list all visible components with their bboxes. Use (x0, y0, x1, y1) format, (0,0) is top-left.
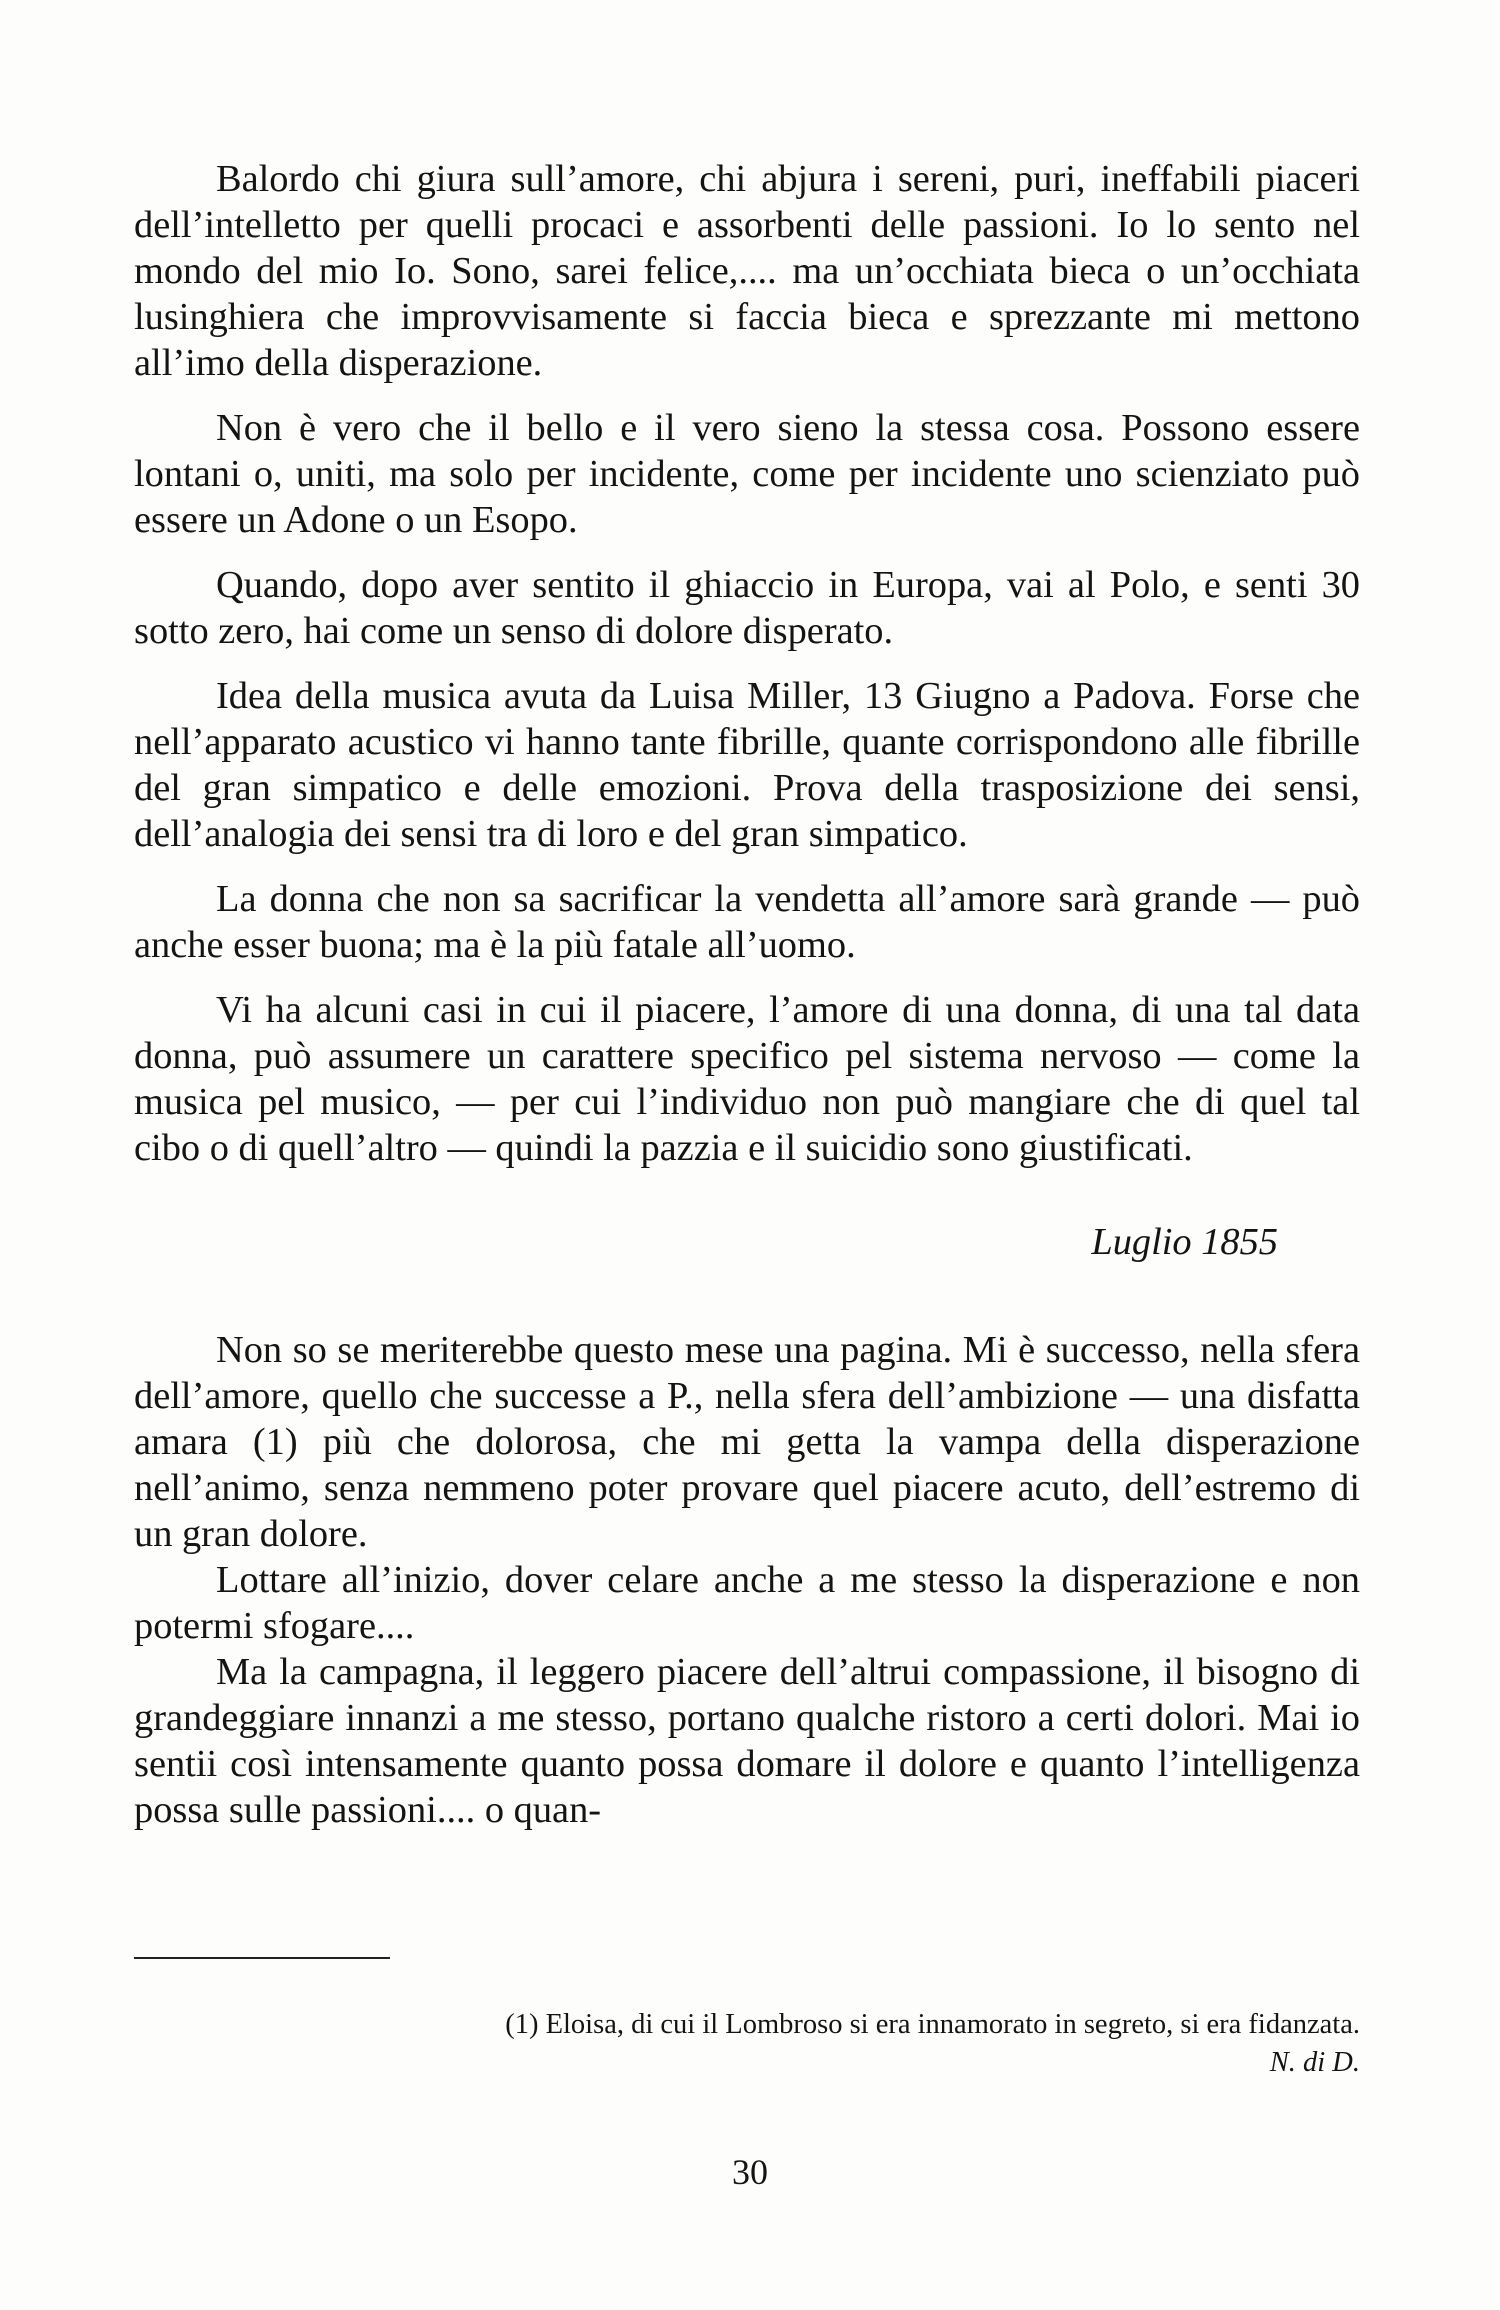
paragraph (134, 1557, 1360, 1649)
paragraph-text: Non so se meriterebbe questo mese una pagina. Mi è successo, nella sfera dell’amore, quello che successe a P., nella sfera dell’ambizione — una disfatta amara (1) più che dolorosa, che mi getta la vampa della disperazione nell’animo, senza nemmeno poter provare quel piacere acuto, dell’estremo di un gran dolore. (134, 1329, 1360, 1555)
paragraph (134, 987, 1360, 1171)
footnote-divider (134, 1957, 390, 1959)
footnote-signature: N. di D. (1269, 2047, 1360, 2078)
footnote (134, 2006, 1360, 2082)
paragraph (134, 405, 1360, 543)
paragraph (134, 876, 1360, 968)
paragraph-text: Idea della musica avuta da Luisa Miller, 13 Giugno a Padova. Forse che nell’apparato acustico vi hanno tante fibrille, quante corrispondono alle fibrille del gran simpatico e delle emozioni. Prova della trasposizione dei sensi, dell’analogia dei sensi tra di loro e del gran simpatico. (134, 675, 1360, 855)
paragraph-text: Balordo chi giura sull’amore, chi abjura i sereni, puri, ineffabili piaceri dell’intelletto per quelli procaci e assorbenti delle passioni. Io lo sento nel mondo del mio Io. Sono, sarei felice,.... ma un’occhiata bieca o un’occhiata lusinghiera che improvvisamente si faccia bieca e sprezzante mi mettono all’imo della disperazione. (134, 158, 1360, 384)
paragraph (134, 1327, 1360, 1557)
date-heading: Luglio 1855 (1091, 1221, 1278, 1263)
paragraph-text: Quando, dopo aver sentito il ghiaccio in Europa, vai al Polo, e senti 30 sotto zero, hai come un senso di dolore disperato. (134, 564, 1360, 652)
paragraph-text: Ma la campagna, il leggero piacere dell’altrui compassione, il bisogno di grandeggiare innanzi a me stesso, portano qualche ristoro a certi dolori. Mai io sentii così intensamente quanto possa domare il dolore e quanto l’intelligenza possa sulle passioni.... o quan- (134, 1651, 1360, 1831)
paragraph-text: Vi ha alcuni casi in cui il piacere, l’amore di una donna, di una tal data donna, può assumere un carattere specifico pel sistema nervoso — come la musica pel musico, — per cui l’individuo non può mangiare che di quel tal cibo o di quell’altro — quindi la pazzia e il suicidio sono giustificati. (134, 989, 1360, 1169)
paragraph-text: La donna che non sa sacrificar la vendetta all’amore sarà grande — può anche esser buona; ma è la più fatale all’uomo. (134, 878, 1360, 966)
paragraph-text: Non è vero che il bello e il vero sieno la stessa cosa. Possono essere lontani o, uniti, ma solo per incidente, come per incidente uno scienziato può essere un Adone o un Esopo. (134, 407, 1360, 541)
paragraph (134, 562, 1360, 654)
paragraph (134, 1649, 1360, 1833)
paragraph (134, 673, 1360, 857)
footnote-text: (1) Eloisa, di cui il Lombroso si era innamorato in segreto, si era fidanzata. (505, 2009, 1360, 2040)
body-text (134, 156, 1360, 1833)
page-number: 30 (732, 2152, 768, 2192)
paragraph (134, 156, 1360, 386)
paragraph-text: Lottare all’inizio, dover celare anche a me stesso la disperazione e non potermi sfogare.... (134, 1559, 1360, 1647)
